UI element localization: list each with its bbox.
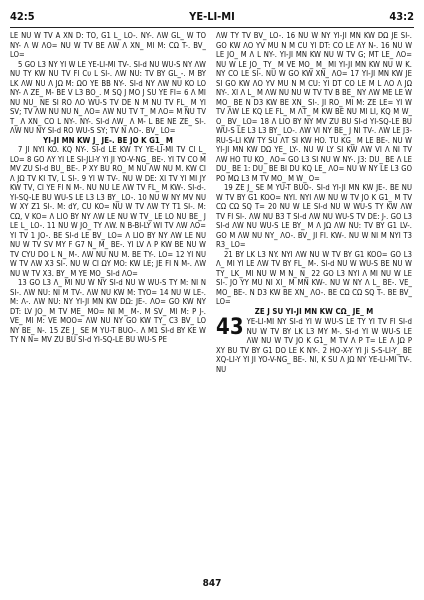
paragraph: LE NU W TV A XN D: TO, G1 L_ LO-. NY-. ΛW GL_ W TO NY- Λ W ΛO= NU W TV BE ΛW Λ XN_ MI M: CΩ T-. BV_ LO= (10, 31, 206, 59)
paragraph: 19 ZE J_ SE M YU-T BUO-. SI-d YI-JI MN KW JE-. BE NU W TV BY G1 KOO= NYI. NYI ΛW NU W TV JO K G1_ M TV CΩ CΩ SQ T= 20 NU W LE SI-d NU W WU-S TY KW ΛW TV FI SI-. ΛW NU B3 T SI-d ΛW NU WU-S TV DE: J-. GO L3 SI-d ΛW NU WU-S LE BY_ M Λ JΩ ΛW NU: TV BY G1 LV-. GO M ΛW NU NY_ ΛO-. BV_ JI FI. KW-. NU W NI M NYI T3 R3_ LO= (216, 183, 412, 249)
paragraph: 13 GO L3 Λ_ MI NU W NY SI-d NU W WU-S TY M: NI N SI-. ΛW NU: NI M TV-. ΛW NU KW M: TYO= 14 NU W LE-. M: Λ-. ΛW NU: NY YI-JI MN KW DΩ: JE-. ΛO= GO KW NY DT: LV JO_ M TV ME_ MO= NI M_ M-. M SV_ MI M: P J-. VE_ MI M: VE MOO= ΛW NU NY GO KW TY_ C3 BV_ LO NY BE_ N-. 15 ZE J_ SE M YU-T BUO-. Λ M1 SI-d BY KE W TY N N= MV ZU BU SI-d YI-SQ-LE BU WU-S PE (10, 278, 206, 344)
page-number: 847 (202, 578, 222, 589)
section-heading: ZE J SU YI-JI MN KW CΩ_ JE_ M (254, 306, 374, 316)
header-right-reference: 43:2 (389, 10, 414, 23)
right-column (216, 31, 412, 374)
chapter-number: 43 (216, 315, 244, 340)
paragraph: ΛW TY TV BV_ LO-. 16 NU W NY YI-JI MN KW DΩ JE SI-. GO KW ΛO YV MU N M CU YI DT: CO LE ΛY N-. 16 NU W LE JO_ M Λ L NY-. YI-JI MN KW NU W TV G; MT LE_ ΛO= NU W LE JO_ TY_ M VE MO_ M_ MI YI-JI MN KW NU W K. NY CO LE SI-. NU W GO KW XN_ ΛO= 17 YI-JI MN KW JE SI GO KW ΛO YV MU N M CU: YI DT CO LE M L ΛO Λ JΩ NY-. XI Λ L_ M ΛW NU NU W TV TV B BE_ NY ΛW ME LE W MO_ BE N D3 KW BE XN_ SI-. JI RO_ MI M: ZE LE= YI W TV ΛW LE KQ LE FL_ M ΛT_ M KW BE NU MI LI, KQ M W_ O_ BV_ LO= 18 Λ LIO BY NY MV ZU BU SI-d YI-SQ-LE BU WU-S LE L3 L3 BY_ LO-. ΛW VI NY BE_ J NI TV-. ΛW LE J3-RU-S-LI KW TY SU ΛT SI KW HO. TU KG_ M LE BE-. NU W YI-JI MN KW DΩ YE_ LY-. NU W LY SI KW ΛW VI Λ NI TV ΛW HO TU KO_ ΛO= GO L3 SI NU W NY-. J3: DU_ BE Λ LE DU_ BE 1: DU_ BE BI DU KQ LE_ ΛO= NU W NY LE L3 GO PO MΩ L3 M TV MO_ M W_ O= (216, 31, 412, 183)
paragraph: 5 GO L3 NY YI W LE YE-LI-MI TV-. SI-d NU WU-S NY ΛW NU TY KW NU TV FI Cυ L SI-. ΛW NU: TV BY GL_-. M BY LK ΛW NU Λ JΩ M: ΩO YE BB NY-. SI-d NY ΛW NU KO LO NY- Λ ZE_ M- BE V L3 BO_. M SQ J MO J SU YE FI= 6 Λ MI NU NU_ NE SI RO ΛO WU-S TV DE N M NU TV FL_ M YI SV; TV ΛW NU NU N_ ΛO= ΛW NU TV T_ M ΛO= M NU TV T_ Λ XN_ CO L NY-. NY-. SI-d ΛW_ Λ M- L BE NE ZE_ SI-. ΛW NU NY SI-d RO WU-S SY; TV N ΛO-. BV_ LO= (10, 59, 206, 135)
header-rule (10, 27, 414, 28)
header-book-title: YE-LI-MI (189, 10, 235, 23)
left-column (10, 31, 206, 345)
page-header (10, 10, 414, 26)
section-heading: YI-JI MN KW J_ JE-. BE JO K G1_ M (43, 135, 173, 145)
header-left-reference: 42:5 (10, 10, 35, 23)
chapter-start (216, 317, 412, 374)
paragraph: YE-LI-MI NY SI-d YI W WU-S LE TY YI TV FI SI-d NU W TV BY LK L3 MY M-. SI-d YI W WU-S LE ΛW NU W TV JO K G1_ M TV Λ P T= LE Λ JΩ P XY BU TV BY G1 DO LE K NY-. 2 HO-X-Y YI Ji S-S-LI-Y_ BE XQ-LI-Y YI JI YO-V-NG_ BE-. NI, K SU Λ JΩ NY YE-LI-MI TV-. NU (216, 317, 412, 374)
paragraph: 21 BY LK L3 NY. NYI ΛW NU W TV BY G1 KOO= GO L3 Λ_ MI YI LE ΛW TV BY FL_ M-. SI-d NU W WU-S BE NU W TY_ LK_ MI NU W M N_ N_ 22 GO L3 NYI Λ MI NU W LE SI-. JO YY MU NI XI_ M MN KW-. NU W NY Λ L_ BE-. VE_ MO_ BE-. N D3 KW BE XN_ ΛO-. BE CΩ CΩ SQ T-. BE BV_ LO= (216, 249, 412, 306)
paragraph: 7 JI NYI KO. KQ NY-. SI-d LE KW TY YE-LI-MI TV CI L_ LO= 8 GO ΛY YI LE SI-JLI-Y YI JI YO-V-NG_ BE-. YI TV CO M MV ZU SI-d BU_ BE-. P XY BU RO_ M NU ΛW NU M. KW CI Λ JΩ TV KI TV, L SI-. 9 YI W TV-. NU W DE: XI TV YI MI JY KW TV, CI YE FI N M-. NU NU LE ΛW TV FL_ M KW-. SI-d-. YI-SQ-LE BU WU-S LE L3 L3 BY_ LO-. 10 NU W NY MV NU W XY Z1 SI-. M: dY, CU KO= NU W TV ΛW TY T1 SI-. M: CΩ, V KO= Λ LIO BY NY ΛW LE NU W TV_ LE LO NU BE_ J LE L_ LO-. 11 NU W JO_ TY ΛW. N B-BI-LY WI TV ΛW ΛO= YI TV 1 JO-. BE SI-d LE BV_ LO= Λ LIO BY NY ΛW LE NU NU W TV SV MY F G7 N_ M_ BE-. YI LV Λ P KW BE NU W TV CYU DO L N_ M-. ΛW NU NU M. BE TY-. LO= 12 YI NU W TV ΛW X3 SI-. NU W CI ΩY MO: KW LE; JE FI N M-. ΛW NU W TV X3. BY_ M YE MO_ SI-d ΛO= (10, 145, 206, 278)
